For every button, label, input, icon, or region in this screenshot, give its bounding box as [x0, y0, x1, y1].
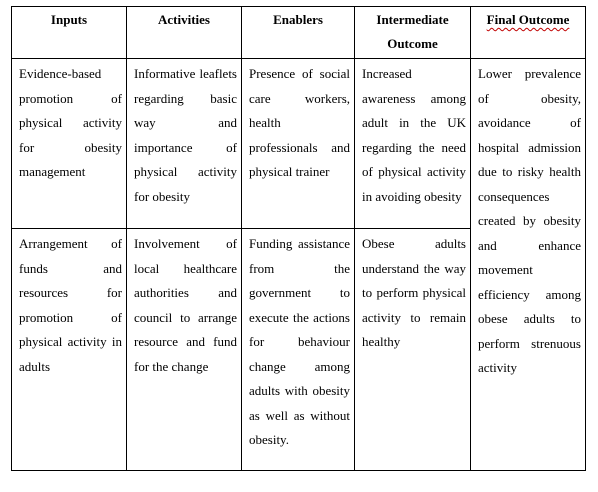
- logic-model-table: [11, 6, 586, 471]
- table-row: [12, 59, 586, 229]
- cell-inputs: Arrangement of funds and resources for promotion of physical activity in adults: [12, 229, 127, 471]
- cell-final-outcome: Lower prevalence of obesity, avoidance of hospital admission due to risky health consequences created by obesity and enhance movement efficiency among obese adults to perform strenuous activity: [471, 59, 586, 471]
- header-row: [12, 7, 586, 59]
- logic-model-table-container: [11, 6, 585, 471]
- cell-activities: Involvement of local healthcare authorities and council to arrange resource and fund for the change: [127, 229, 242, 471]
- cell-inputs: Evidence-based promotion of physical activity for obesity management: [12, 59, 127, 229]
- header-inputs: Inputs: [12, 7, 127, 59]
- header-final-outcome: [471, 7, 586, 59]
- header-final-outcome-text: Final Outcome: [486, 12, 570, 27]
- cell-activities: Informative leaflets regarding basic way and importance of physical activity for obesity: [127, 59, 242, 229]
- cell-intermediate-outcome: Obese adults understand the way to perform physical activity to remain healthy: [355, 229, 471, 471]
- cell-enablers: Funding assistance from the government to execute the actions for behaviour change among adults with obesity as well as without obesity.: [242, 229, 355, 471]
- header-intermediate-outcome: Intermediate Outcome: [355, 7, 471, 59]
- header-enablers: Enablers: [242, 7, 355, 59]
- cell-intermediate-outcome: Increased awareness among adult in the UK regarding the need of physical activity in avoiding obesity: [355, 59, 471, 229]
- header-activities: Activities: [127, 7, 242, 59]
- cell-enablers: Presence of social care workers, health professionals and physical trainer: [242, 59, 355, 229]
